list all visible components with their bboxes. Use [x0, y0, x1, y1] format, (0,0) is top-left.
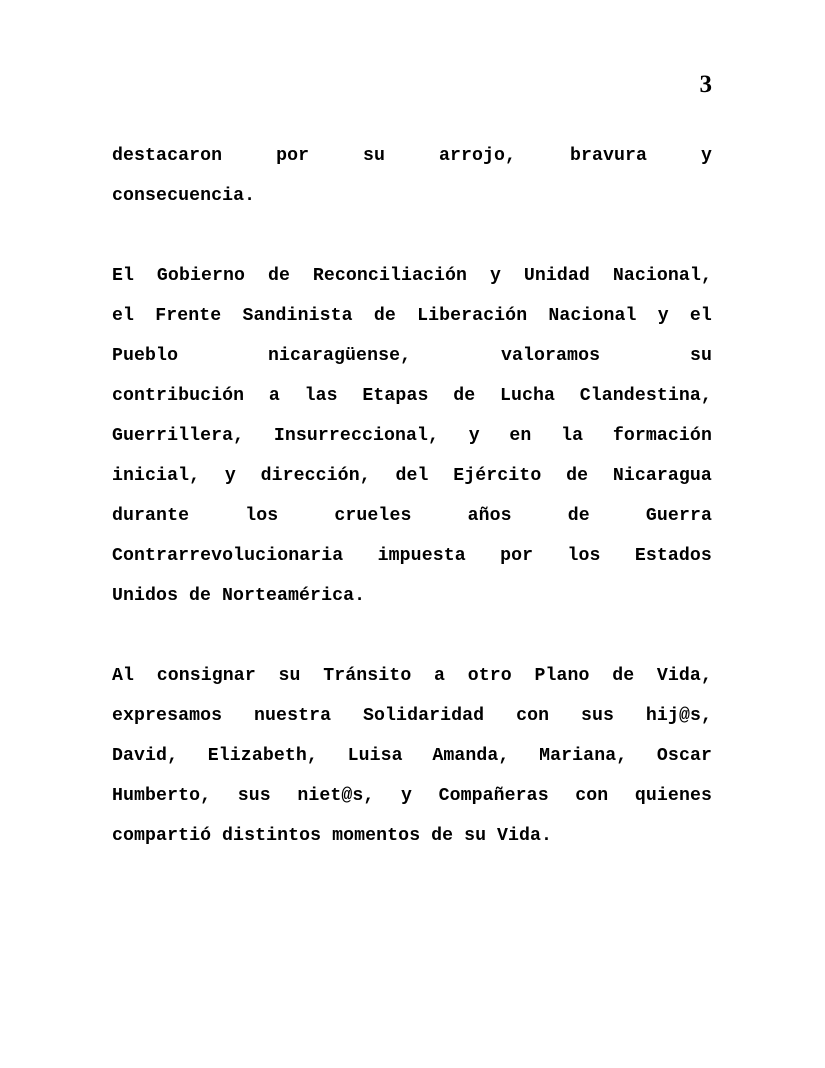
word: Elizabeth,: [207, 746, 318, 766]
word: Sandinista: [242, 306, 353, 326]
word: de: [431, 826, 454, 846]
word: Norteamérica.: [221, 586, 366, 606]
word: Vida.: [497, 826, 553, 846]
word: Gobierno: [156, 266, 246, 286]
word: y: [489, 266, 501, 286]
word: nuestra: [254, 706, 332, 726]
word: Vida,: [656, 666, 712, 686]
word: Liberación: [417, 306, 528, 326]
text-line: [112, 656, 712, 696]
word: Pueblo: [112, 346, 179, 366]
word: impuesta: [377, 546, 466, 566]
text-line: [112, 696, 712, 736]
word: distintos: [222, 826, 322, 846]
word: durante: [112, 506, 190, 526]
word: por: [500, 546, 534, 566]
word: expresamos: [112, 706, 223, 726]
word: su: [464, 826, 487, 846]
word: quienes: [634, 786, 712, 806]
word: Humberto,: [112, 786, 212, 806]
word: bravura: [569, 146, 648, 166]
word: Etapas: [362, 386, 429, 406]
word: Unidos: [112, 586, 179, 606]
word: con: [516, 706, 550, 726]
word: Clandestina,: [579, 386, 712, 406]
word: niet@s,: [297, 786, 375, 806]
word: Mariana,: [539, 746, 628, 766]
paragraph-1: [112, 136, 712, 216]
word: de: [189, 586, 212, 606]
word: Lucha: [499, 386, 556, 406]
word: formación: [612, 426, 712, 446]
word: con: [575, 786, 609, 806]
word: consignar: [156, 666, 256, 686]
word: de: [567, 506, 590, 526]
word: sus: [580, 706, 615, 726]
word: la: [561, 426, 584, 446]
text-line: [112, 256, 712, 296]
word: Nicaragua: [612, 466, 712, 486]
word: de: [267, 266, 290, 286]
word: en: [509, 426, 532, 446]
word: Nacional: [548, 306, 637, 326]
word: su: [278, 666, 301, 686]
text-line: [112, 736, 712, 776]
word: consecuencia.: [112, 186, 256, 206]
word: Ejército: [453, 466, 542, 486]
word: Guerra: [645, 506, 712, 526]
word: David,: [112, 746, 179, 766]
word: Luisa: [347, 746, 403, 766]
word: crueles: [334, 506, 412, 526]
word: compartió: [112, 826, 212, 846]
word: de: [566, 466, 589, 486]
word: arrojo,: [438, 146, 517, 166]
word: Insurreccional,: [273, 426, 440, 446]
page-number: 3: [699, 71, 712, 98]
page-header: [112, 70, 712, 104]
word: Solidaridad: [363, 706, 485, 726]
word: Guerrillera,: [112, 426, 245, 446]
word: hij@s,: [645, 706, 712, 726]
word: de: [373, 306, 396, 326]
paragraph-3: [112, 656, 712, 856]
word: el: [112, 306, 135, 326]
text-line: [112, 496, 712, 536]
text-line: [112, 296, 712, 336]
word: momentos: [332, 826, 421, 846]
word: de: [453, 386, 476, 406]
text-line: [112, 336, 712, 376]
word: contribución: [112, 386, 245, 406]
word: nicaragüense,: [267, 346, 412, 366]
word: su: [689, 346, 712, 366]
word: a: [268, 386, 280, 406]
word: otro: [467, 666, 512, 686]
text-line: [112, 816, 712, 856]
word: y: [700, 146, 712, 166]
word: por: [276, 146, 310, 166]
word: y: [468, 426, 480, 446]
word: Oscar: [656, 746, 712, 766]
word: el: [689, 306, 712, 326]
word: El: [112, 266, 135, 286]
word: dirección,: [260, 466, 371, 486]
text-line: [112, 376, 712, 416]
word: Amanda,: [432, 746, 510, 766]
text-line: [112, 136, 712, 176]
word: los: [245, 506, 279, 526]
word: y: [400, 786, 412, 806]
word: Plano: [534, 666, 590, 686]
text-line: [112, 776, 712, 816]
word: Unidad: [523, 266, 590, 286]
text-line: [112, 456, 712, 496]
word: Nacional,: [612, 266, 712, 286]
word: valoramos: [500, 346, 601, 366]
word: a: [434, 666, 446, 686]
word: y: [657, 306, 669, 326]
document-body: [112, 136, 712, 856]
word: y: [224, 466, 236, 486]
word: su: [363, 146, 386, 166]
word: de: [612, 666, 635, 686]
word: años: [467, 506, 512, 526]
word: Estados: [634, 546, 712, 566]
word: las: [304, 386, 338, 406]
word: destacaron: [112, 146, 223, 166]
word: Frente: [155, 306, 222, 326]
word: sus: [237, 786, 271, 806]
word: inicial,: [112, 466, 201, 486]
text-line: [112, 416, 712, 456]
word: Al: [112, 666, 135, 686]
text-line: [112, 176, 712, 216]
word: del: [395, 466, 429, 486]
word: Contrarrevolucionaria: [112, 546, 344, 566]
word: Reconciliación: [312, 266, 468, 286]
word: Compañeras: [438, 786, 549, 806]
word: los: [567, 546, 601, 566]
word: Tránsito: [323, 666, 412, 686]
text-line: [112, 536, 712, 576]
paragraph-2: [112, 256, 712, 616]
text-line: [112, 576, 712, 616]
